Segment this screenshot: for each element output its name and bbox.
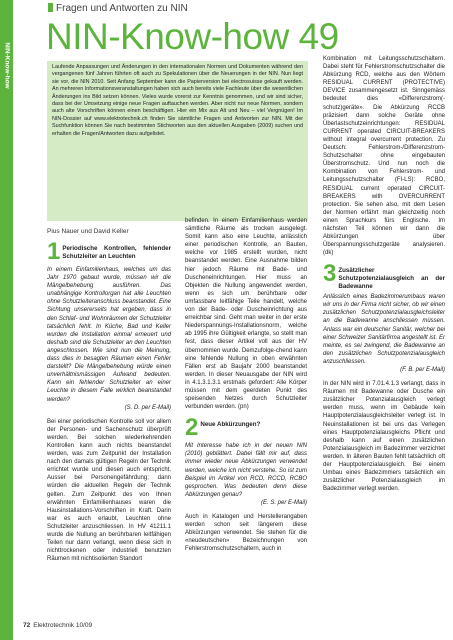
- q3-number: 3: [323, 260, 337, 288]
- q3-question: Anlässlich eines Badezimmerumbaus waren wir uns in der Firma nicht sicher, ob wir einen zusätzlichen Schutzpotenzialausgleichsleiter an die Badewanne anschliessen müssen. Anlass war ein deutscher Sanitär, welcher bei einer Schweizer Sanitärfirma angestellt ist. Er meinte, es sei zwingend, die Badewanne an den zusätzlichen Schutzpotenzialausgleich anzuschliessen.: [323, 294, 445, 365]
- q1-heading: Periodische Kontrollen, fehlender Schutzleiter an Leuchten: [62, 245, 171, 260]
- sidebar-label-text: NIN-Know-how: [3, 42, 11, 89]
- q2-answer: Auch in Katalogen und Herstellerangaben werden schon seit längerem diese Abkürzungen verwendet. Sie stehen für die «neudeutschen» Bezeichnungen von Fehlerstromschutzschaltern, auch in: [185, 514, 307, 553]
- q2-signature: (E. S. per E-Mail): [260, 499, 307, 506]
- section-kicker: [48, 3, 188, 14]
- q1-answer: Bei einer periodischen Kontrolle soll vor allem der Personen- und Sachenschutz überprüft werden. Bei solchen wiederkehrenden Kontrollen kann auch nichts beanstandet werden, was zum Zeitpunkt der Installation nach den damals gültigen Regeln der Technik errichtet wurde und diesen auch entspricht. Ausser bei Personengefährdung; dann würden die aktuellen Regeln der Technik gelten. Zum Zeitpunkt des von Ihnen erwähnten Einfamilienhauses waren die Hausinstallations-Vorschriften in Kraft. Darin war es auch erlaubt, Leuchten ohne Schutzleiter anzuschliessen. In HV 41211.1 wurde die Nullung an berührbaren leitfähigen Teilen nur dann verlangt, wenn diese sich in nichttrockenen oder industriell benutzten Räumen mit nichtisolierten Standort: [47, 418, 171, 563]
- q1-signature: (S. D. per E-Mail): [124, 404, 171, 411]
- q2-question: Mit Interesse habe ich in der neuen NIN (2010) geblättert. Dabei fällt mir auf, dass immer wieder neue Abkürzungen verwendet werden, welche ich nicht verstehe. So ist zum Beispiel im Artikel von RCD, RCCD, RCBO gesprochen. Was bedeuten denn diese Abkürzungen genau?: [185, 443, 307, 498]
- column-3: [323, 55, 445, 499]
- col2-paragraph: befinden. In einem Einfamilienhaus werden sämtliche Räume als trocken ausgelegt. Somit kann also eine Leuchte, anlässlich einer periodischen Kontrolle, an Bauten, welche vor 1985 erstellt wurden, nicht beanstandet werden. Eine Ausnahme bilden hier jedoch Räume mit Bade- und Duscheneinrichtungen. Hier muss an Objekten die Nullung angewendet werden, wenn es sich um berührbare oder umfassbare leitfähige Teile handelt, welche von der Bade- oder Duscheinrichtung aus erreichbar sind. Geht man weiter in der erste Niederspannungs-Installationsnorm, welche ab 1995 ihre Gültigkeit erlangte, so stellt man fest, dass dieser Artikel voll aus der HV übernommen wurde. Demzufolge-chend kann eine fehlende Nullung in oben erwähnten Fällen erst ab Baujahr 2000 beanstandet werden. In dieser Neuausgabe der NIN wird in 4.1.3.1.3.1 erstmals gefordert: Alle Körper müssen mit dem geerdeten Punkt des speisenden Netzes durch Schutzleiter verbunden werden. (pn): [185, 218, 307, 411]
- page-number: 72: [23, 622, 31, 629]
- q3-signature: (F. B. per E-Mail): [400, 366, 445, 373]
- column-2: [185, 217, 307, 559]
- col3-paragraph: Kombination mit Leitungsschutzschaltern. Dabei steht für Fehlerstromschutzschalter die Abkürzung RCD, welche aus den Wörtern RESIDUAL CURRENT (PROTECTIVE) DEVICE zusammengesetzt ist. Sinngemäss bedeutet dies «Differenzstrom(-schutz)geräte». Die Abkürzung RCCB präzisiert dann solche Geräte ohne Überlastschutzeinrichtungen: RESIDUAL CURRENT operated CIRCUIT-BREAKERS without integral overcurrent protection. Zu Deutsch: Fehlerstrom-/Differenzstrom-Schutzschalter ohne eingebauten Überstromschutz. Und nun noch die Kombination von Fehlerstrom- und Leitungsschutzschalter (FI-LS): RCBO, RESIDUAL current operated CIRCUIT-BREAKERS with OVERCURRENT protection. Sie sehen also, mit dem Lesen der Normen erfährt man gleichzeitig noch einen Sprachkurs fürs Englische. Im nächsten Teil können wir dann die Abkürzungen über Überspannungsschutzgeräte analysieren. (dk): [323, 56, 445, 257]
- intro-box: Laufende Anpassungen und Änderungen in den internationalen Normen und Dokumenten während den vergangenen fünf Jahren führten oft auch zu Spekulationen über die Neuerungen in der NIN. Nun liegt sie vor, die NIN 2010. Seit Anfang September kann die Papierversion bei electrosuisse gekauft werden. An mehreren Informationsveranstaltungen haben sich auch bereits viele Fachleute über die wesentlichen Änderungen ins Bild setzen können. Vieles wurde vorerst zur Kenntnis genommen, und wir sind sicher, dass bei der Umsetzung einige neue Fragen auftauchen werden. Aber nicht nur neue Normen, sondern auch alte Vorschriften können einen beschäftigen. Hier ein Mix aus Alt und Neu – viel Vergnügen! Im NIN-Dossier auf www.elektrotechnik.ch finden Sie sämtliche Fragen und Antworten zur NIN. Mit der Suchfunktion können Sie nach bestimmten Stichworten aus den aktuellen Ausgaben (2009) suchen und erhalten die Fragen/Antworten dazu aufgelistet.: [47, 61, 308, 221]
- q3-heading: Zusätzlicher Schutzpotenzialausgleich an der Badewanne: [338, 267, 445, 290]
- q1-number: 1: [47, 238, 61, 265]
- q2-heading: Neue Abkürzungen?: [200, 421, 261, 429]
- q2-number: 2: [185, 414, 199, 442]
- page-footer: [23, 622, 92, 629]
- column-1: [47, 238, 171, 569]
- magazine-name: Elektrotechnik 10/09: [33, 622, 93, 629]
- kicker-text: Fragen und Antworten zu NIN: [56, 3, 188, 14]
- byline: Pius Nauer und David Keller: [47, 228, 129, 235]
- sidebar-stripe: [0, 0, 13, 640]
- q3-heading-block: [323, 260, 445, 290]
- page-title: NIN-Know-how 49: [46, 16, 339, 57]
- q1-question: In einem Einfamilienhaus, welches um das Jahr 1970 gebaut wurde, müssen wir die Mängelbehebung ausführen. Das unabhängige Kontrollorgan hat alle Leuchten ohne Schutzleiteranschluss beanstandet. Eine Sichtung unsererseits hat ergeben, dass in den Schlaf- und Wohnräumen der Schutzleiter tatsächlich fehlt. In Küche, Bad und Keller wurden die Installation einmal erneuert und deshalb sind die Schutzleiter an den Leuchten angeschlossen. Wie sind nun die Meinung, dass dies in besagten Räumen einen Fehler darstellt? Die Mängelbehebung würde einen unverhältnismässigen Aufwand bedeuten. Kann ein fehlender Schutzleiter an einer Leuchte in diesem Falle wirklich beanstandet werden?: [47, 267, 171, 403]
- sidebar-label: [0, 14, 13, 134]
- q2-heading-block: [185, 414, 307, 442]
- q1-heading-block: [47, 238, 171, 265]
- kicker-square-icon: [48, 3, 53, 12]
- q3-answer: In der NIN wird in 7.01.4.1.3 verlangt, dass in Räumen mit Badewanne oder Dusche ein zusätzlicher Potenzialausgleich verlegt werden muss, wenn im Gebäude kein Hauptpotenzialausgleichsleiter verlegt ist. In Neuinstallationen ist bei uns das Verlegen eines Hauptpotenzialausgleichs Pflicht und deshalb kann auf einen zusätzlichen Potenzialausgleich im Badezimmer verzichtet werden. In älteren Bauten fehlt tatsächlich oft der Hauptpotenzialausgleich. Bei einem Umbau eines Badezimmers tatsächlich ein zusätzlicher Potenzialausgleich im Badezimmer verlegt werden.: [323, 381, 445, 493]
